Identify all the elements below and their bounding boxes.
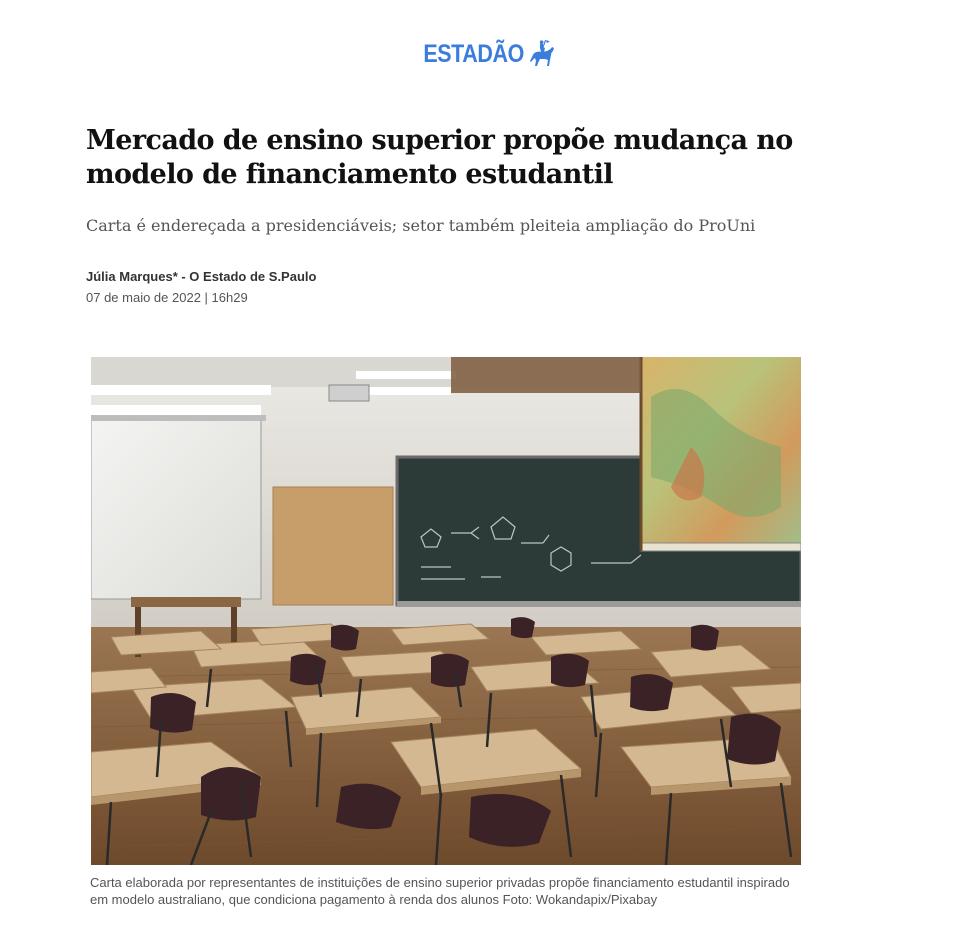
publish-date: 07 de maio de 2022 | 16h29 <box>86 290 248 305</box>
logo-wordmark: ESTADÃO <box>422 39 524 68</box>
photo-caption: Carta elaborada por representantes de instituições de ensino superior privadas propõe financiamento estudantil inspirado em modelo australiano, que condiciona pagamento à renda dos alunos Foto: Wokandapix/Pixabay <box>90 875 790 907</box>
horse-rider-logo-icon <box>527 39 557 69</box>
estadao-logo-link[interactable] <box>407 39 558 69</box>
masthead <box>0 36 964 72</box>
byline <box>86 268 316 307</box>
article-subtitle: Carta é endereçada a presidenciáveis; setor também pleiteia ampliação do ProUni <box>86 216 756 235</box>
article-headline: Mercado de ensino superior propõe mudança no modelo de financiamento estudantil <box>86 125 793 190</box>
author-line[interactable]: Júlia Marques* - O Estado de S.Paulo <box>86 269 317 284</box>
classroom-photo <box>91 357 801 865</box>
